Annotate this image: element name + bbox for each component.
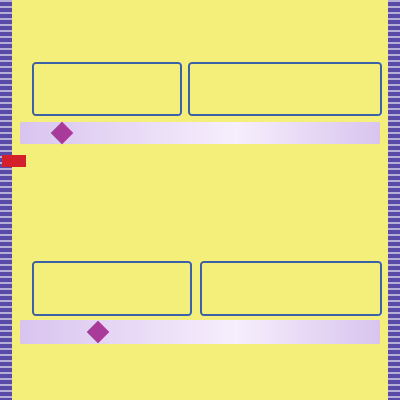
strombolis-header-row [14,352,386,363]
new-badge [2,155,26,167]
white-pizza-box [200,261,382,316]
right-border-pattern [388,0,400,400]
papa-nicks-box [188,62,382,116]
strombolis-banner [20,320,380,344]
left-border-pattern [0,0,12,400]
veggie-pizza-box [32,261,192,316]
gourmet-banner [20,122,380,144]
menu-content [14,0,386,400]
gourmet-header-row [14,146,386,157]
diamond-ornament [51,122,74,145]
hawaiian-pizza-box [32,62,182,116]
diamond-ornament [87,321,110,344]
